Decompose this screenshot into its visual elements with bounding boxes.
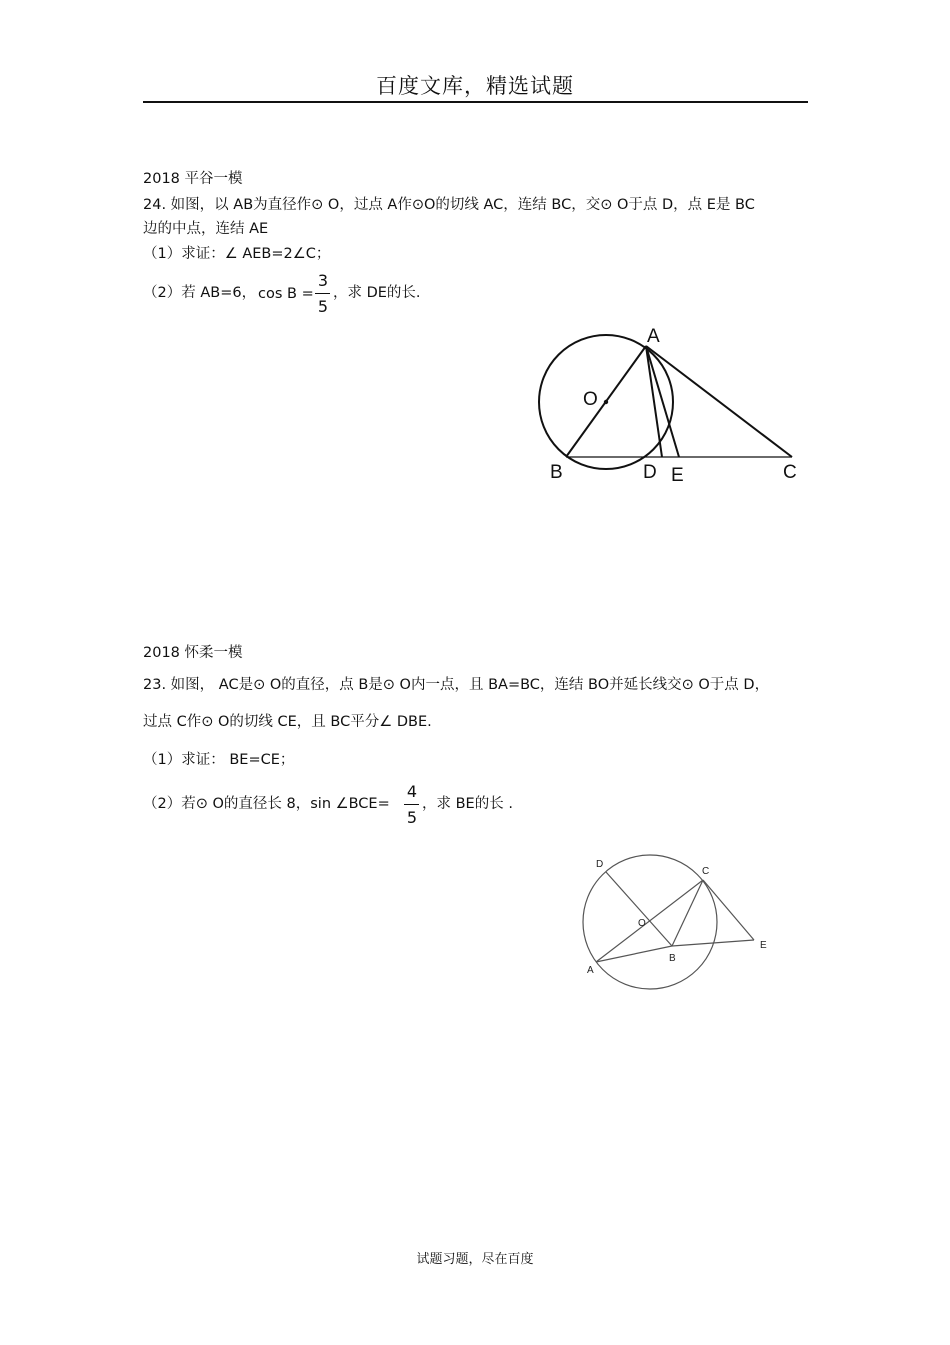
figure1-label-o: O (583, 389, 598, 410)
problem2-part2-suffix: ，求 BE的长 . (422, 796, 513, 812)
problem2-fraction-denominator: 5 (406, 808, 418, 827)
figure-2 (583, 855, 754, 989)
problem2-source: 2018 怀柔一模 (143, 645, 243, 661)
figure2-label-e: E (760, 940, 767, 951)
problem2-stem-line1: 23. 如图， AC是⊙ O的直径，点 B是⊙ O内一点，且 BA=BC，连结 BO并延长线交⊙ O于点 D， (143, 677, 770, 693)
figure1-label-b: B (550, 462, 563, 483)
problem1-part1: （1）求证：∠ AEB=2∠C； (143, 246, 331, 262)
problem2-fraction-numerator: 4 (406, 782, 418, 801)
problem1-stem-line1: 24. 如图，以 AB为直径作⊙ O，过点 A作⊙O的切线 AC，连结 BC，交⊙ O于点 D，点 E是 BC (143, 197, 755, 213)
figure2-label-b: B (669, 953, 676, 964)
figure2-label-o: O (638, 918, 646, 929)
figure1-label-c: C (783, 462, 797, 483)
problem1-fraction-denominator: 5 (317, 297, 329, 316)
problem2-part2-prefix: （2）若⊙ O的直径长 8，sin ∠BCE= (143, 796, 390, 812)
problem1-source: 2018 平谷一模 (143, 171, 243, 187)
problem2-stem-line2: 过点 C作⊙ O的切线 CE，且 BC平分∠ DBE. (143, 714, 432, 730)
figure1-label-d: D (643, 462, 657, 483)
figure1-label-a: A (647, 326, 660, 347)
figure1-center-dot (604, 400, 608, 404)
figure2-segment-bc (672, 880, 703, 946)
problem1-part2-prefix: （2）若 AB=6， (143, 285, 257, 301)
page-footer: 试题习题，尽在百度 (416, 1252, 534, 1267)
figure1-segment-ae (646, 346, 679, 457)
figure1-label-e: E (671, 465, 684, 486)
figure2-label-a: A (587, 965, 594, 976)
figure2-segment-db (606, 872, 672, 946)
figure2-label-d: D (596, 859, 604, 870)
figure1-segment-ac (646, 346, 792, 457)
figure-1 (539, 335, 792, 469)
figure2-segment-ce (703, 880, 754, 940)
problem1-stem-line2: 边的中点，连结 AE (143, 221, 269, 237)
problem1-fraction-numerator: 3 (317, 271, 329, 290)
problem2-part1: （1）求证： BE=CE； (143, 752, 295, 768)
figure2-label-c: C (702, 866, 710, 877)
problem1-part2-expr: cos B = (258, 286, 314, 302)
problem1-part2-suffix: ，求 DE的长. (333, 285, 421, 301)
page-header-title: 百度文库，精选试题 (376, 74, 574, 98)
